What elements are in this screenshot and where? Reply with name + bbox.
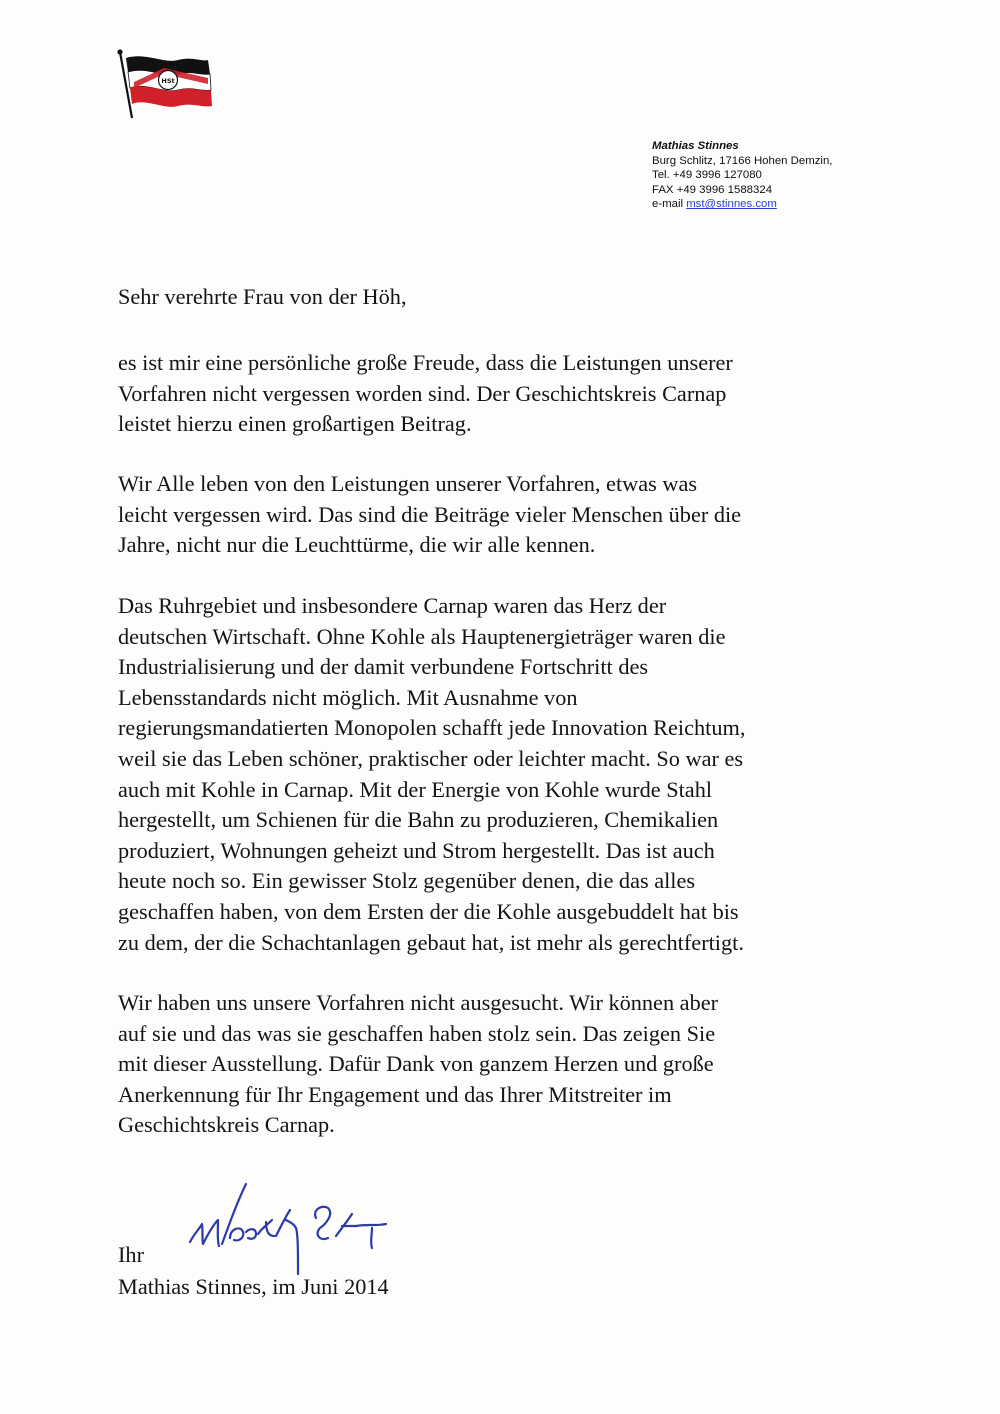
email-label: e-mail [652,198,684,211]
closing-greeting: Ihr [118,1242,144,1267]
paragraph-1 [118,348,733,440]
paragraph-4 [118,988,718,1141]
paragraph-line: Wir haben uns unsere Vorfahren nicht ausgesucht. Wir können aber [118,990,719,1015]
paragraph-line: Wir Alle leben von den Leistungen unserer Vorfahren, etwas was [118,471,698,496]
paragraph-line: geschaffen haben, von dem Ersten der die Kohle ausgebuddelt hat bis [118,898,739,924]
paragraph-line: Vorfahren nicht vergessen worden sind. Der Geschichtskreis Carnap [118,380,727,406]
sender-fax: FAX +49 3996 1588324 [652,183,773,196]
paragraph-line: Jahre, nicht nur die Leuchttürme, die wir alle kennen. [118,532,596,558]
paragraph-line: Das Ruhrgebiet und insbesondere Carnap waren das Herz der [118,593,667,618]
sender-email-row [652,197,982,212]
paragraph-line: leistet hierzu einen großartigen Beitrag. [118,411,472,437]
paragraph-line: auf sie und das was sie geschaffen haben stolz sein. Das zeigen Sie [118,1020,716,1046]
house-flag-logo [116,48,216,122]
paragraph-line: Anerkennung für Ihr Engagement und das Ihrer Mitstreiter im [118,1081,672,1107]
paragraph-line: hergestellt, um Schienen für die Bahn zu produzieren, Chemikalien [118,807,719,833]
paragraph-line: heute noch so. Ein gewisser Stolz gegenüber denen, die das alles [118,868,696,894]
sender-name: Mathias Stinnes [652,140,739,152]
sender-block [652,139,982,212]
paragraph-line: zu dem, der die Schachtanlagen gebaut hat, ist mehr als gerechtfertigt. [118,929,744,955]
handwritten-signature [186,1178,426,1290]
paragraph-line: weil sie das Leben schöner, praktischer oder leichter macht. So war es [118,745,744,771]
paragraph-line: auch mit Kohle in Carnap. Mit der Energie von Kohle wurde Stahl [118,776,713,802]
closing-signoff: Mathias Stinnes, im Juni 2014 [118,1274,389,1299]
email-link[interactable]: mst@stinnes.com [686,198,777,211]
paragraph-line: produziert, Wohnungen geheizt und Strom hergestellt. Das ist auch [118,837,715,863]
paragraph-3 [118,591,745,958]
sender-phone: Tel. +49 3996 127080 [652,169,762,182]
paragraph-line: Geschichtskreis Carnap. [118,1112,335,1138]
paragraph-2 [118,469,741,561]
paragraph-line: es ist mir eine persönliche große Freude, dass die Leistungen unserer [118,350,733,375]
paragraph-line: leicht vergessen wird. Das sind die Beiträge vieler Menschen über die [118,501,742,527]
paragraph-line: mit dieser Ausstellung. Dafür Dank von ganzem Herzen und große [118,1051,714,1077]
paragraph-line: Industrialisierung und der damit verbundene Fortschritt des [118,654,649,680]
paragraph-line: deutschen Wirtschaft. Ohne Kohle als Hauptenergieträger waren die [118,623,726,649]
sender-address: Burg Schlitz, 17166 Hohen Demzin, [652,154,833,167]
flag-emblem-text: HSt [161,77,175,85]
paragraph-line: regierungsmandatierten Monopolen schafft jede Innovation Reichtum, [118,715,746,741]
paragraph-line: Lebensstandards nicht möglich. Mit Ausnahme von [118,684,578,710]
salutation: Sehr verehrte Frau von der Höh, [118,284,407,309]
